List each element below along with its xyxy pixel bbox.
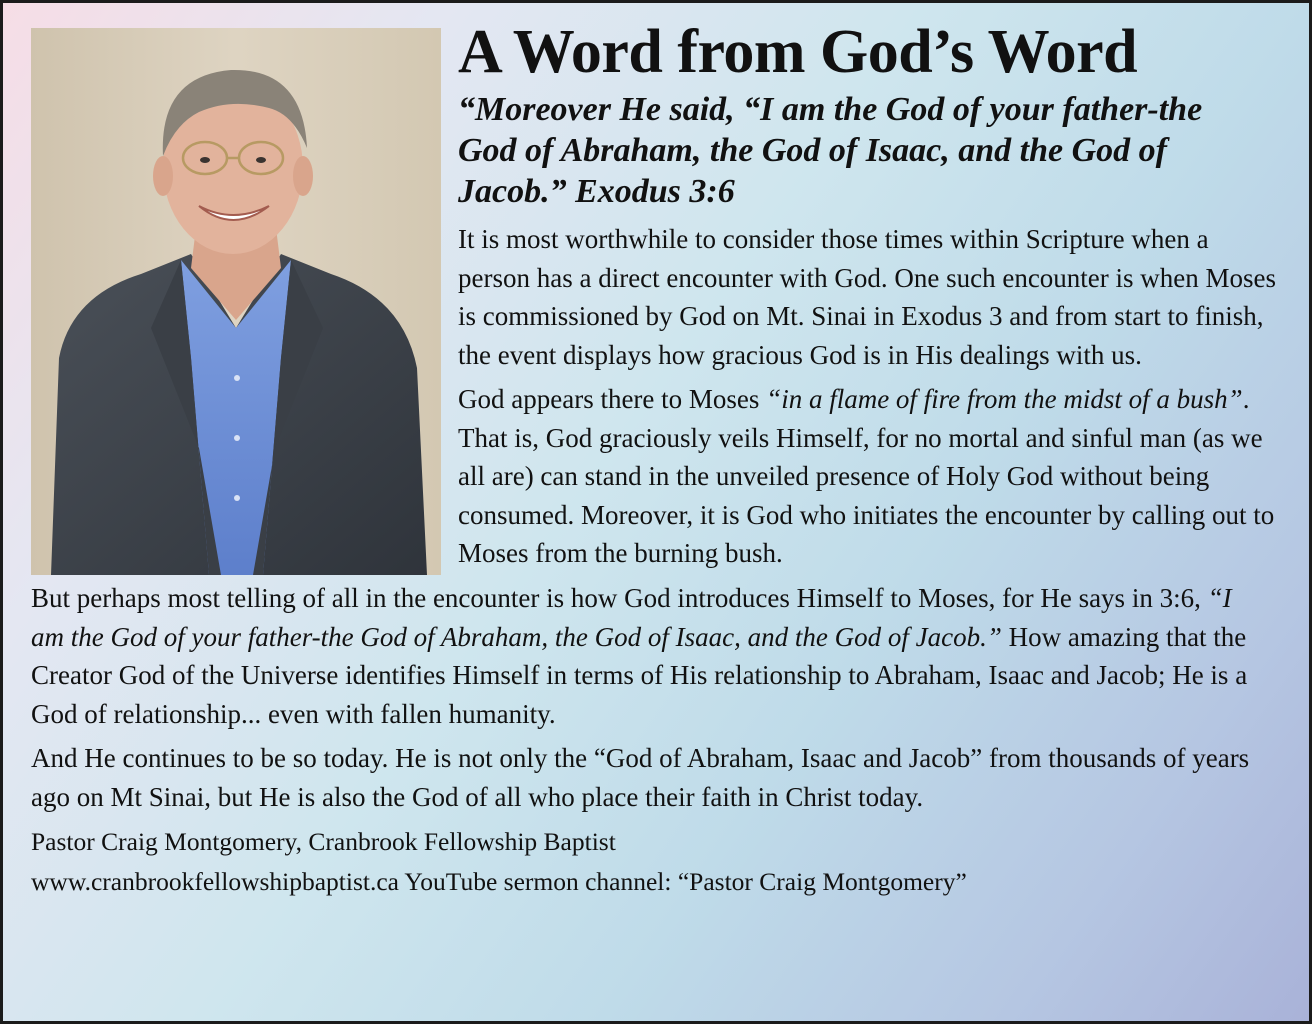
paragraph-2-end: . That is, God graciously veils Himself, for no mortal and sinful man (as we all are) can stand in the unveiled presence of Holy God without being consumed. Moreover, it is God who initiates the encounter by calling out to Moses from the burning bush.: [458, 384, 1275, 568]
paragraph-3: [31, 579, 1289, 733]
paragraph-4: And He continues to be so today. He is not only the “God of Abraham, Isaac and Jacob” from thousands of years ago on Mt Sinai, but He is also the God of all who place their faith in Christ today.: [31, 743, 1250, 812]
paragraph-3-start: But perhaps most telling of all in the encounter is how God introduces Himself to Moses, for He says in 3:6,: [31, 583, 1208, 613]
pastor-signature: Pastor Craig Montgomery, Cranbrook Fellowship Baptist: [31, 827, 616, 856]
article-title: A Word from God’s Word: [458, 18, 1138, 86]
pastor-portrait-image: [31, 28, 441, 575]
paragraph-3-end: How amazing that the Creator God of the Universe identifies Himself in terms of His relationship to Abraham, Isaac and Jacob; He is a God of relationship... even with fallen humanity.: [31, 621, 1248, 729]
paragraph-2-start: God appears there to Moses: [458, 384, 767, 414]
contact-line: www.cranbrookfellowshipbaptist.ca YouTube sermon channel: “Pastor Craig Montgomery”: [31, 867, 967, 896]
full-width-section: [3, 579, 1309, 900]
pastor-photo: [31, 28, 441, 575]
paragraph-2-quote: “in a flame of fire from the midst of a bush”: [766, 384, 1243, 414]
paragraph-3-quote: “I am the God of your father-the God of Abraham, the God of Isaac, and the God of Jacob.”: [31, 583, 1232, 652]
paragraph-1: It is most worthwhile to consider those times within Scripture when a person has a direct encounter with God. One such encounter is when Moses is commissioned by God on Mt. Sinai in Exodus 3 and from start to finish, the event displays how gracious God is in His dealings with us.: [458, 224, 1277, 370]
scripture-verse: “Moreover He said, “I am the God of your father-the God of Abraham, the God of Isaac, and the God of Jacob.” Exodus 3:6: [458, 91, 1203, 210]
